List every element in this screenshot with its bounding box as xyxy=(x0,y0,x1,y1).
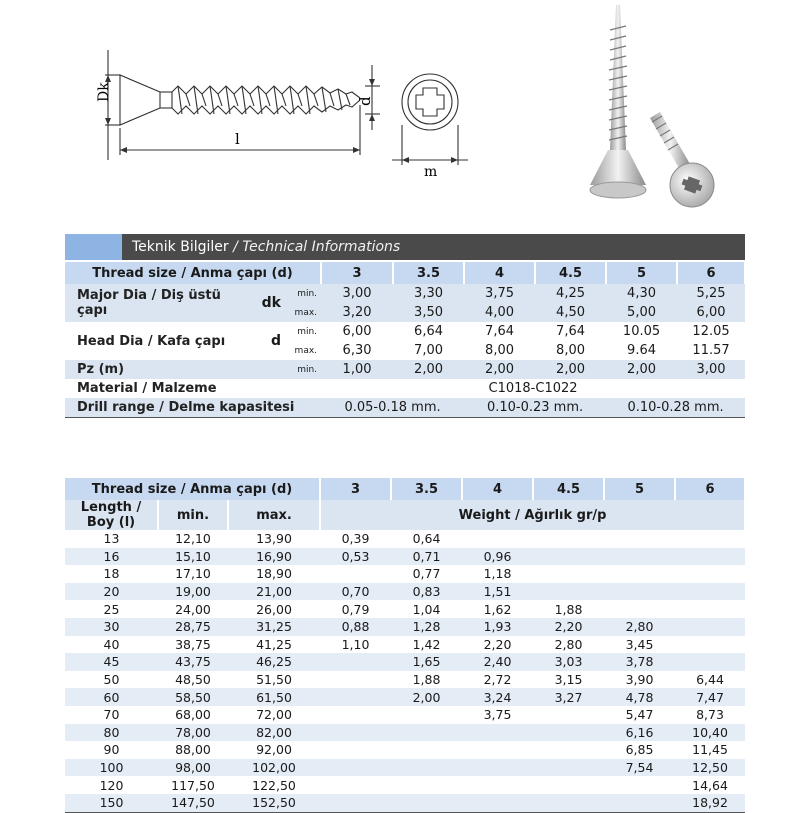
length-min-cell: 19,00 xyxy=(158,583,228,601)
head-dia-max: 8,00 xyxy=(556,343,585,358)
length-max-cell: 13,90 xyxy=(256,531,292,547)
length-cell: 60 xyxy=(65,688,158,706)
spec-size: 3.5 xyxy=(393,262,464,284)
weight-cell: 0,70 xyxy=(320,583,391,601)
weight-cell xyxy=(604,548,675,566)
drill-range-value: 0.10-0.28 mm. xyxy=(606,398,745,418)
table-row xyxy=(65,636,745,654)
length-cell: 70 xyxy=(103,707,120,723)
table-row xyxy=(65,671,745,689)
major-dia-max: 6,00 xyxy=(696,305,726,320)
major-dia-label: Major Dia / Diş üstü çapı xyxy=(65,284,243,322)
weight-cell xyxy=(533,776,604,794)
spec-size-header: Thread size / Anma çapı (d) xyxy=(65,262,321,284)
length-min-cell: 17,10 xyxy=(175,566,211,582)
table-row xyxy=(65,653,745,671)
length-min-cell: 147,50 xyxy=(158,794,228,812)
weight-cell: 2,72 xyxy=(483,672,512,688)
length-max-cell: 31,25 xyxy=(228,618,320,636)
weight-cell xyxy=(462,724,533,742)
drill-range-value: 0.10-0.23 mm. xyxy=(464,398,606,418)
table-row xyxy=(65,724,745,742)
weight-cell xyxy=(675,653,745,671)
weight-cell: 3,90 xyxy=(625,672,654,688)
weight-cell xyxy=(533,741,604,759)
min-label: min. xyxy=(297,364,318,375)
screw-technical-drawing xyxy=(60,30,480,180)
weight-header: Weight / Ağırlık gr/p xyxy=(320,500,745,530)
table-row xyxy=(65,583,745,601)
major-dia-min: 3,00 xyxy=(342,286,372,301)
min-label: min. xyxy=(297,288,318,299)
weight-cell xyxy=(320,776,391,794)
spec-size: 5 xyxy=(606,262,677,284)
table-row xyxy=(65,759,745,777)
weight-cell: 1,65 xyxy=(391,653,462,671)
weight-cell xyxy=(533,724,604,742)
length-cell: 120 xyxy=(99,777,124,793)
length-max-cell: 92,00 xyxy=(256,742,292,758)
table-row xyxy=(65,794,745,812)
weight-cell xyxy=(675,636,745,654)
weight-cell: 1,88 xyxy=(554,601,583,617)
length-dimension-label: l xyxy=(235,130,240,148)
weight-cell xyxy=(675,600,745,618)
weight-size: 4.5 xyxy=(533,478,604,500)
weight-cell: 0,53 xyxy=(320,548,391,566)
weight-cell: 18,92 xyxy=(675,794,745,812)
weight-cell xyxy=(533,794,604,812)
weight-size: 4 xyxy=(462,478,533,500)
weight-cell: 1,28 xyxy=(391,618,462,636)
head-dia-max: 6,30 xyxy=(342,343,372,358)
weight-cell: 0,64 xyxy=(412,531,441,547)
major-dia-max: 3,20 xyxy=(342,305,372,320)
head-dia-label: Head Dia / Kafa çapı xyxy=(77,333,226,349)
pz-label: Pz (m) xyxy=(77,362,125,377)
head-dia-max: 8,00 xyxy=(485,343,514,358)
weight-cell xyxy=(320,794,391,812)
pz-value: 2,00 xyxy=(414,362,443,377)
head-dia-max: 9.64 xyxy=(627,343,656,358)
weight-cell: 3,15 xyxy=(554,672,583,688)
length-cell: 30 xyxy=(65,618,158,636)
weight-cell xyxy=(675,530,745,548)
weight-cell: 6,85 xyxy=(625,742,654,758)
major-dia-max: 4,50 xyxy=(556,305,585,320)
weight-cell xyxy=(391,724,462,742)
weight-cell: 6,16 xyxy=(604,724,675,742)
weight-cell xyxy=(462,759,533,777)
length-max-cell: 26,00 xyxy=(256,601,292,617)
length-cell: 90 xyxy=(103,742,120,758)
length-min-cell: 58,50 xyxy=(158,688,228,706)
length-min-cell: 98,00 xyxy=(158,759,228,777)
length-cell: 50 xyxy=(103,672,120,688)
pz-value: 2,00 xyxy=(627,362,656,377)
weight-cell xyxy=(320,653,391,671)
weight-cell: 1,18 xyxy=(483,566,512,582)
weight-cell xyxy=(320,706,391,724)
weight-cell: 3,03 xyxy=(533,653,604,671)
min-label: min. xyxy=(297,326,318,337)
table-row xyxy=(65,548,745,566)
head-dia-max: 7,00 xyxy=(414,343,443,358)
length-max-cell: 41,25 xyxy=(256,636,292,652)
drill-range-value: 0.05-0.18 mm. xyxy=(321,398,464,418)
weight-cell: 4,78 xyxy=(604,688,675,706)
weight-cell: 14,64 xyxy=(692,777,728,793)
major-dia-max: 4,00 xyxy=(485,305,514,320)
spec-size: 4 xyxy=(464,262,535,284)
weight-cell xyxy=(675,565,745,583)
length-cell: 150 xyxy=(65,794,158,812)
weight-cell xyxy=(462,776,533,794)
weight-cell xyxy=(604,565,675,583)
weight-cell xyxy=(391,776,462,794)
major-dia-min: 4,25 xyxy=(556,286,585,301)
length-max-cell: 72,00 xyxy=(256,707,292,723)
length-cell: 25 xyxy=(103,601,120,617)
table-row xyxy=(65,565,745,583)
weight-size: 3.5 xyxy=(391,478,462,500)
weight-cell xyxy=(675,618,745,636)
head-dia-min: 6,00 xyxy=(342,324,372,339)
weight-cell xyxy=(604,583,675,601)
major-dia-symbol: dk xyxy=(243,284,283,322)
length-cell: 18 xyxy=(103,566,120,582)
weight-cell xyxy=(320,724,391,742)
length-max-cell: 152,50 xyxy=(228,794,320,812)
weight-cell: 3,78 xyxy=(604,653,675,671)
table-row xyxy=(65,618,745,636)
length-cell: 20 xyxy=(65,583,158,601)
length-min-cell: 12,10 xyxy=(175,531,211,547)
header-title-en: / Technical Informations xyxy=(228,239,401,255)
weight-cell: 2,80 xyxy=(554,636,583,652)
weight-cell xyxy=(675,583,745,601)
length-max-cell: 21,00 xyxy=(228,583,320,601)
max-label: max. xyxy=(294,307,318,318)
length-max-cell: 18,90 xyxy=(256,566,292,582)
weight-cell xyxy=(462,530,533,548)
header-title xyxy=(122,234,745,260)
weight-cell xyxy=(391,759,462,777)
weight-cell: 0,79 xyxy=(341,601,370,617)
pz-value: 2,00 xyxy=(485,362,514,377)
weight-cell xyxy=(533,706,604,724)
weight-cell xyxy=(462,741,533,759)
length-cell: 80 xyxy=(65,724,158,742)
weight-cell xyxy=(604,530,675,548)
weight-cell xyxy=(320,565,391,583)
weight-size: 5 xyxy=(604,478,675,500)
weight-cell: 1,93 xyxy=(462,618,533,636)
pz-value: 1,00 xyxy=(342,362,372,377)
dk-dimension-label: Dk xyxy=(96,82,112,102)
max-label: max. xyxy=(294,345,318,356)
weight-size: 6 xyxy=(675,478,745,500)
weight-cell: 3,27 xyxy=(533,688,604,706)
spec-size: 4.5 xyxy=(535,262,606,284)
major-dia-max: 3,50 xyxy=(414,305,443,320)
material-label: Material / Malzeme xyxy=(77,381,217,396)
length-min-cell: 88,00 xyxy=(175,742,211,758)
major-dia-min: 3,75 xyxy=(485,286,514,301)
weight-cell xyxy=(320,671,391,689)
weight-cell: 1,10 xyxy=(341,636,370,652)
weight-cell: 6,44 xyxy=(696,672,724,688)
length-header: Length / Boy (l) xyxy=(65,500,158,530)
header-title-tr: Teknik Bilgiler xyxy=(132,239,229,255)
weight-cell xyxy=(604,776,675,794)
weight-cell: 2,20 xyxy=(483,636,512,652)
weight-table xyxy=(65,478,746,813)
drill-range-label: Drill range / Delme kapasitesi xyxy=(65,398,321,418)
weight-cell: 0,83 xyxy=(391,583,462,601)
pz-value: 2,00 xyxy=(556,362,585,377)
length-min-cell: 15,10 xyxy=(158,548,228,566)
length-max-cell: 82,00 xyxy=(228,724,320,742)
m-dimension-label: m xyxy=(424,164,438,180)
table-row xyxy=(65,741,745,759)
pz-value: 3,00 xyxy=(696,362,726,377)
weight-cell: 1,51 xyxy=(462,583,533,601)
table-row xyxy=(65,530,745,548)
weight-cell xyxy=(533,530,604,548)
weight-cell xyxy=(391,794,462,812)
weight-cell xyxy=(320,741,391,759)
head-dia-min: 6,64 xyxy=(414,324,443,339)
weight-cell: 5,47 xyxy=(625,707,654,723)
weight-cell: 3,75 xyxy=(483,707,512,723)
technical-info-header xyxy=(65,234,745,260)
min-header: min. xyxy=(158,500,228,530)
major-dia-min: 5,25 xyxy=(696,286,726,301)
head-dia-symbol: d xyxy=(270,333,281,349)
spec-size: 6 xyxy=(677,262,745,284)
weight-cell: 2,40 xyxy=(462,653,533,671)
weight-cell: 7,47 xyxy=(675,688,745,706)
screw-product-photo xyxy=(580,0,740,210)
length-max-cell: 51,50 xyxy=(256,672,292,688)
material-value: C1018-C1022 xyxy=(488,381,578,396)
weight-cell: 7,54 xyxy=(604,759,675,777)
weight-cell: 2,20 xyxy=(533,618,604,636)
spec-table xyxy=(65,262,746,418)
length-max-cell: 46,25 xyxy=(228,653,320,671)
weight-cell xyxy=(320,759,391,777)
length-cell: 40 xyxy=(103,636,120,652)
weight-cell xyxy=(320,688,391,706)
length-min-cell: 78,00 xyxy=(158,724,228,742)
weight-cell: 1,42 xyxy=(412,636,441,652)
header-accent xyxy=(65,234,122,260)
weight-cell: 3,45 xyxy=(625,636,654,652)
weight-cell: 8,73 xyxy=(696,707,724,723)
weight-cell: 11,45 xyxy=(692,742,728,758)
max-header: max. xyxy=(228,500,320,530)
length-min-cell: 38,75 xyxy=(175,636,211,652)
weight-cell xyxy=(533,583,604,601)
length-min-cell: 48,50 xyxy=(175,672,211,688)
weight-cell: 12,50 xyxy=(675,759,745,777)
weight-cell xyxy=(462,794,533,812)
weight-cell: 1,04 xyxy=(412,601,441,617)
head-dia-min: 7,64 xyxy=(556,324,585,339)
weight-cell xyxy=(533,759,604,777)
weight-size: 3 xyxy=(320,478,391,500)
length-max-cell: 61,50 xyxy=(228,688,320,706)
weight-rows xyxy=(65,530,745,812)
table-row xyxy=(65,600,745,618)
length-max-cell: 16,90 xyxy=(228,548,320,566)
head-dia-min: 7,64 xyxy=(485,324,514,339)
weight-cell xyxy=(533,548,604,566)
weight-cell: 1,88 xyxy=(412,672,441,688)
weight-cell: 3,24 xyxy=(462,688,533,706)
weight-cell: 2,80 xyxy=(604,618,675,636)
length-min-cell: 117,50 xyxy=(171,777,215,793)
weight-cell: 10,40 xyxy=(675,724,745,742)
major-dia-max: 5,00 xyxy=(627,305,656,320)
length-cell: 13 xyxy=(103,531,120,547)
length-min-cell: 68,00 xyxy=(175,707,211,723)
length-min-cell: 28,75 xyxy=(158,618,228,636)
weight-cell xyxy=(604,794,675,812)
weight-cell: 1,62 xyxy=(483,601,512,617)
major-dia-min: 3,30 xyxy=(414,286,443,301)
head-dia-min: 12.05 xyxy=(692,324,730,339)
length-max-cell: 122,50 xyxy=(252,777,296,793)
weight-cell xyxy=(604,600,675,618)
weight-cell: 0,39 xyxy=(341,531,370,547)
head-dia-max: 11.57 xyxy=(692,343,730,358)
d-dimension-label: d xyxy=(356,96,374,106)
length-cell: 16 xyxy=(65,548,158,566)
length-min-cell: 24,00 xyxy=(175,601,211,617)
length-min-cell: 43,75 xyxy=(158,653,228,671)
weight-cell xyxy=(391,706,462,724)
table-row xyxy=(65,688,745,706)
length-cell: 100 xyxy=(65,759,158,777)
weight-cell xyxy=(533,565,604,583)
head-dia-min: 10.05 xyxy=(622,324,661,339)
weight-cell: 0,77 xyxy=(412,566,441,582)
table-row xyxy=(65,706,745,724)
weight-cell xyxy=(391,741,462,759)
weight-cell: 0,96 xyxy=(462,548,533,566)
spec-size: 3 xyxy=(321,262,393,284)
weight-cell: 0,88 xyxy=(320,618,391,636)
weight-cell xyxy=(675,548,745,566)
table-row xyxy=(65,776,745,794)
length-cell: 45 xyxy=(65,653,158,671)
major-dia-min: 4,30 xyxy=(627,286,656,301)
weight-cell: 0,71 xyxy=(391,548,462,566)
weight-cell: 2,00 xyxy=(391,688,462,706)
length-max-cell: 102,00 xyxy=(228,759,320,777)
weight-size-header: Thread size / Anma çapı (d) xyxy=(65,478,320,500)
